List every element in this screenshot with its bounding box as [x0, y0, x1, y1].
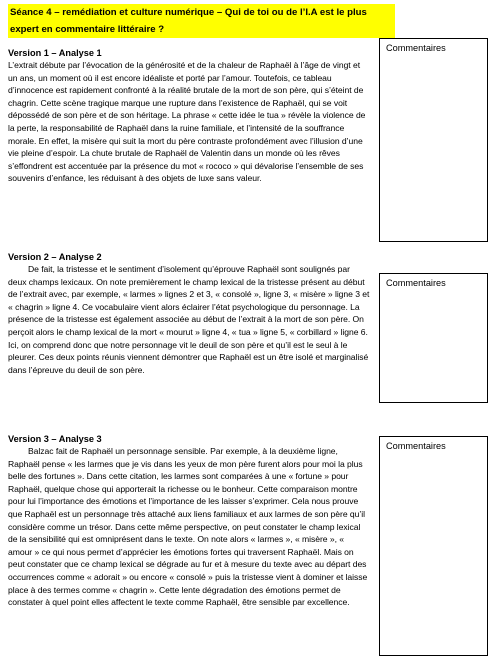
comment-box-1[interactable] — [379, 38, 488, 242]
comment-box-3-label: Commentaires — [386, 441, 446, 451]
comment-box-1-label: Commentaires — [386, 43, 446, 53]
version-1-heading: Version 1 – Analyse 1 — [8, 48, 102, 58]
version-3-text: Balzac fait de Raphaël un personnage sensible. Par exemple, à la deuxième ligne, Raphaël pense « les larmes que je vis dans les yeux de mon père furent alors pour moi la plus belle des fortunes ». Dans cette citation, les larmes sont comparées à une « fortune » pour Raphaël, quelque chose qui apporterait la richesse ou le bonheur. Cette comparaison montre pour lui l’importance des émotions et l’importance de les laisser s’exprimer. Cela nous prouve que Raphaël est un personnage très attaché aux liens familiaux et aux larmes de son père qu’il considère comme un trésor. Dans cette même perspective, on peut constater le champ lexical de la sensibilité qui est omniprésent dans le texte. On note alors « larmes », « misère », « amour » ce qui nous permet d’apprécier les émotions fortes qui traversent Raphaël. Mais on peut constater que ce champ lexical se dégrade au fur et à mesure du texte avec au départ des occurrences comme « adorait » ou encore « consolé » puis la tristesse vient à dominer et laisse place à des termes comme « chagrin ». Cette lente dégradation des émotions permet de constater à quel point elles affectent le texte comme Raphaël, être sensible par excellence. — [8, 446, 368, 608]
comment-box-2-label: Commentaires — [386, 278, 446, 288]
version-1-section — [8, 47, 370, 185]
version-1-text: L’extrait débute par l’évocation de la générosité et de la chaleur de Raphaël à l’âge de vingt et un ans, un moment où il est encore idéaliste et porté par l’amour. Toutefois, ce tableau d’innocence est rapidement confronté à la réalité brutale de la mort de son père, qui s’éteint de chagrin. Cette scène tragique marque une rupture dans l’existence de Raphaël, qui se voit dépossédé de son père et de son héritage. La phrase « cette idée le tua » révèle la violence de la perte, la responsabilité de Raphaël dans la ruine familiale, et l’intensité de la souffrance morale. En effet, la misère qui suit la mort du père contraste profondément avec l’illusion d’une vie pleine d’espoir. La chute brutale de Raphaël de Valentin dans un monde où les rêves s’effondrent est accentuée par la présence du mot « rococo » qui dévalorise l’ensemble de ses souvenirs d’enfance, les réduisant à des objets de luxe sans valeur. — [8, 60, 366, 184]
page-title: Séance 4 – remédiation et culture numérique – Qui de toi ou de l’I.A est le plus expert en commentaire littéraire ? — [8, 4, 395, 38]
version-3-section — [8, 433, 370, 609]
version-2-section — [8, 251, 370, 376]
version-2-text: De fait, la tristesse et le sentiment d’isolement qu’éprouve Raphaël sont soulignés par deux champs lexicaux. On note premièrement le champ lexical de la tristesse présent au début de l’extrait avec, par exemple, « larmes » lignes 2 et 3, « consolé », ligne 3, « misère » ligne 3 et « chagrin » ligne 4. Ce vocabulaire vient alors éclairer l’état psychologique du personnage. La présence de la tristesse est également associée au début de l’extrait à la mort de son père. On perçoit alors le champ lexical de la mort « mourut » ligne 4, « tua » ligne 5, « corbillard » ligne 6. Ici, on comprend donc que notre personnage vit le deuil de son père et qu’il est le seul à le pleurer. Ces deux points réunis viennent démontrer que Raphaël est un être isolé et marginalisé dans l’épreuve du deuil de son père. — [8, 264, 370, 375]
version-3-heading: Version 3 – Analyse 3 — [8, 434, 102, 444]
comment-box-3[interactable] — [379, 436, 488, 656]
version-2-heading: Version 2 – Analyse 2 — [8, 252, 102, 262]
comment-box-2[interactable] — [379, 273, 488, 403]
